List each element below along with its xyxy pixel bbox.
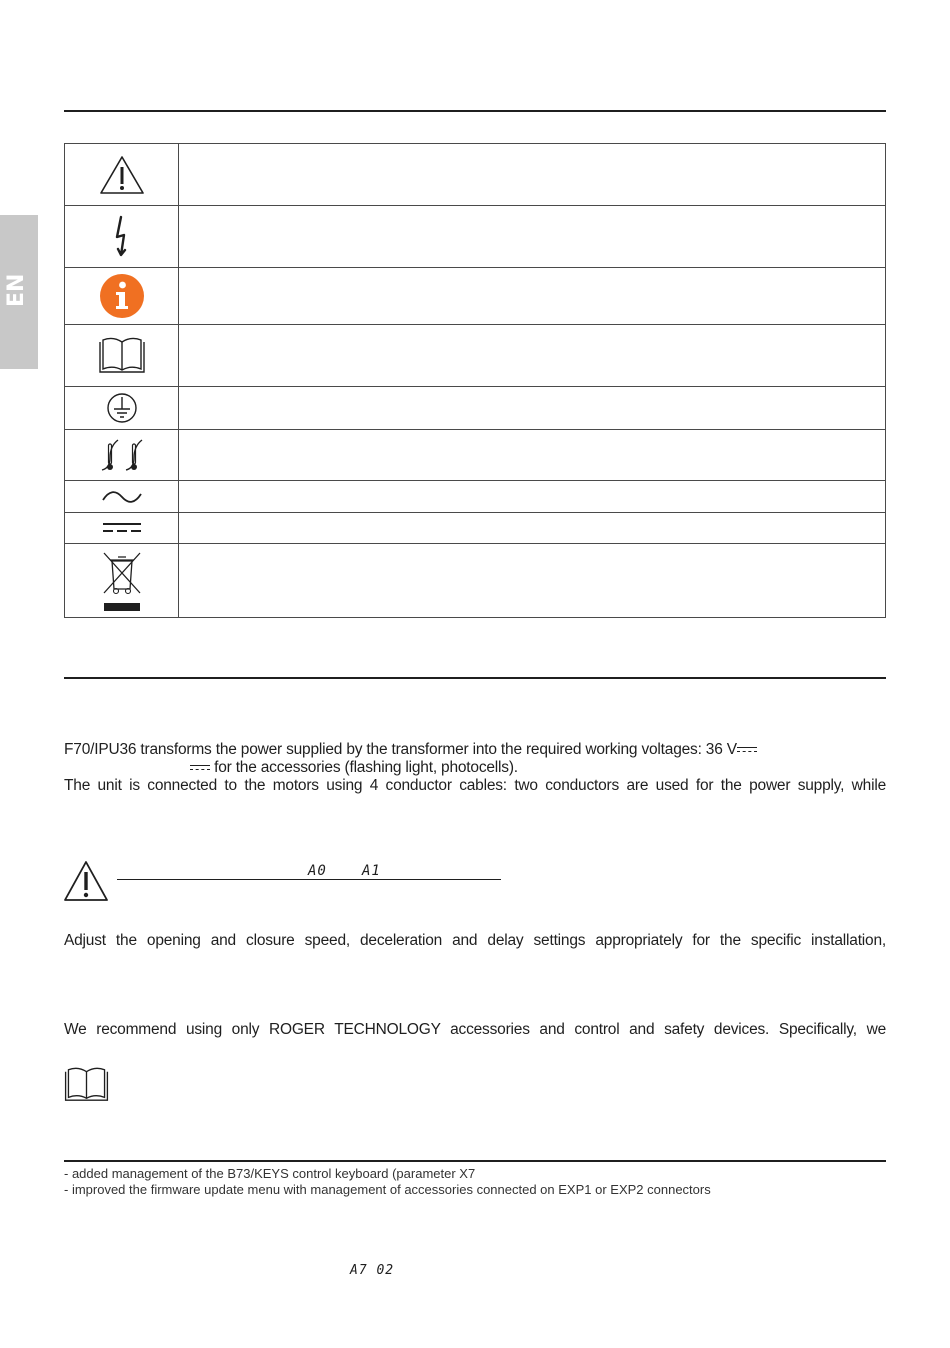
recommend-paragraph: We recommend using only ROGER TECHNOLOGY accessories and control and safety devices. Specifically, we — [64, 1021, 886, 1038]
language-tab — [0, 215, 38, 369]
table-row — [65, 144, 886, 206]
symbol-description — [179, 206, 886, 268]
table-row — [65, 268, 886, 325]
table-row — [65, 387, 886, 430]
symbol-description — [179, 325, 886, 387]
adjust-paragraph: Adjust the opening and closure speed, deceleration and delay settings appropriately for the specific installation, — [64, 932, 886, 949]
direct-current-icon — [190, 764, 210, 772]
table-row — [65, 206, 886, 268]
symbol-description — [179, 268, 886, 325]
table-row — [65, 430, 886, 481]
symbol-description — [179, 144, 886, 206]
direct-current-icon — [65, 513, 179, 544]
thermal-protector-icon — [65, 430, 179, 481]
warning-note-underline — [117, 879, 501, 880]
section-divider-top — [64, 110, 886, 112]
manual-book-icon — [65, 325, 179, 387]
display-code-a0: A0 — [308, 863, 327, 879]
table-row — [65, 481, 886, 513]
symbol-description — [179, 387, 886, 430]
direct-current-icon — [737, 746, 757, 754]
changelog-item-1: - added management of the B73/KEYS control keyboard (parameter X7 — [64, 1166, 476, 1181]
description-line-1: F70/IPU36 transforms the power supplied by the transformer into the required working voltages: 36 V — [64, 741, 886, 759]
info-icon — [65, 268, 179, 325]
language-tab-label: EN — [4, 273, 29, 307]
section-divider-middle — [64, 677, 886, 679]
description-line-2: for the accessories (flashing light, photocells). — [190, 759, 518, 777]
section-divider-bottom — [64, 1160, 886, 1162]
symbol-description — [179, 513, 886, 544]
warning-triangle-icon — [65, 144, 179, 206]
table-row — [65, 513, 886, 544]
warning-note-icon — [63, 860, 109, 907]
symbols-table — [64, 143, 886, 618]
symbol-description — [179, 544, 886, 618]
symbol-description — [179, 430, 886, 481]
manual-book-icon — [63, 1066, 110, 1109]
earth-ground-icon — [65, 387, 179, 430]
changelog-item-2: - improved the firmware update menu with management of accessories connected on EXP1 or EXP2 connectors — [64, 1182, 711, 1197]
alternating-current-icon — [65, 481, 179, 513]
description-line-3: The unit is connected to the motors using 4 conductor cables: two conductors are used for the power supply, while — [64, 777, 886, 794]
display-code-a1: A1 — [362, 863, 381, 879]
table-row — [65, 544, 886, 618]
table-row — [65, 325, 886, 387]
weee-crossed-bin-icon — [65, 544, 179, 618]
lightning-icon — [65, 206, 179, 268]
footer-display-code: A7 02 — [350, 1263, 395, 1278]
symbol-description — [179, 481, 886, 513]
